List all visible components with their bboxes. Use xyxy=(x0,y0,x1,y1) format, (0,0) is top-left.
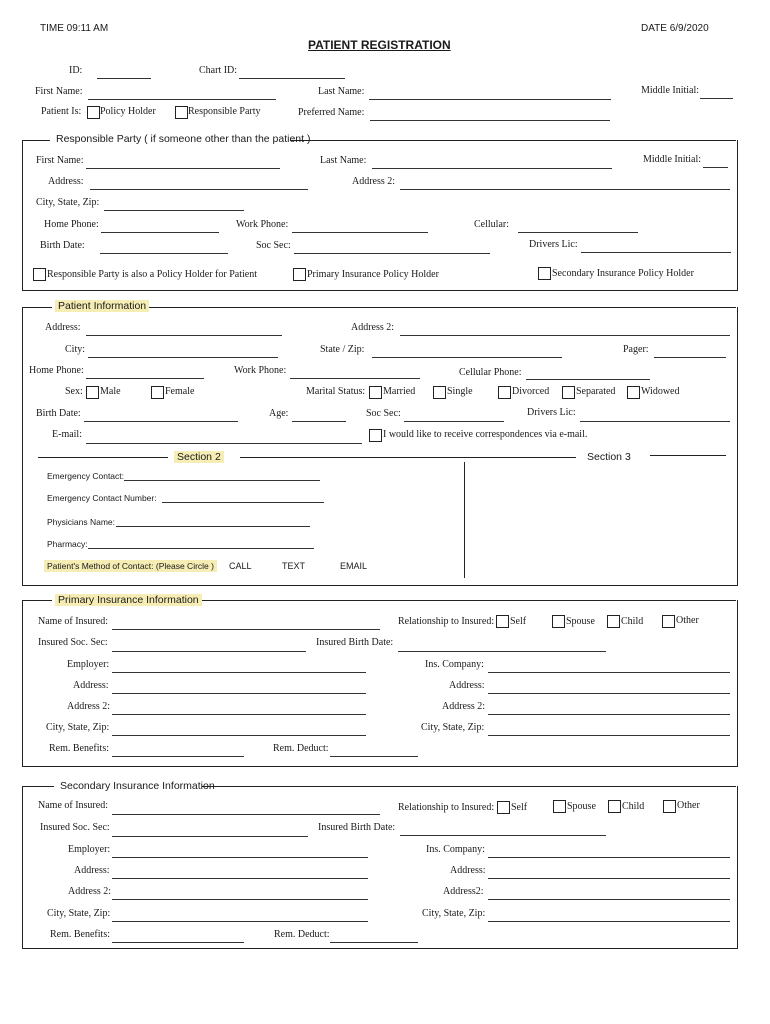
section-border xyxy=(22,140,50,141)
pri-ins-address2-label: Address 2: xyxy=(442,701,486,712)
first-name-field[interactable] xyxy=(88,99,276,100)
pt-address-label: Address: xyxy=(45,322,81,333)
pri-address-label: Address: xyxy=(73,680,109,691)
rp-soc-sec-label: Soc Sec: xyxy=(256,240,291,251)
section-border xyxy=(148,307,736,308)
time-stamp: TIME 09:11 AM xyxy=(40,23,109,34)
pri-rem-benefits-field[interactable] xyxy=(112,756,244,757)
rp-address-field[interactable] xyxy=(90,189,308,190)
section2-heading: Section 2 xyxy=(174,451,224,463)
pri-insured-birth-label: Insured Birth Date: xyxy=(316,637,394,648)
rp-first-name-label: First Name: xyxy=(36,155,84,166)
female-checkbox[interactable] xyxy=(151,386,164,399)
section-border xyxy=(202,786,736,787)
sec-relationship-label: Relationship to Insured: xyxy=(398,802,495,813)
sec-self-label: Self xyxy=(511,802,528,813)
pt-age-field[interactable] xyxy=(292,421,346,422)
sec-rem-deduct-label: Rem. Deduct: xyxy=(274,929,330,940)
secondary-insurance-heading: Secondary Insurance Information xyxy=(60,780,215,792)
pri-relationship-label: Relationship to Insured: xyxy=(398,616,495,627)
rp-last-name-label: Last Name: xyxy=(320,155,367,166)
pt-email-label: E-mail: xyxy=(52,429,82,440)
section2-rule xyxy=(38,457,168,458)
pt-birth-date-label: Birth Date: xyxy=(36,408,81,419)
patient-info-heading: Patient Information xyxy=(55,300,149,312)
secondary-holder-label: Secondary Insurance Policy Holder xyxy=(552,268,694,279)
pt-soc-sec-label: Soc Sec: xyxy=(366,408,401,419)
rp-city-field[interactable] xyxy=(104,210,244,211)
pri-self-checkbox[interactable] xyxy=(496,615,509,628)
sec-city-label: City, State, Zip: xyxy=(47,908,111,919)
last-name-field[interactable] xyxy=(369,99,611,100)
rp-first-name-field[interactable] xyxy=(86,168,280,169)
marital-status-label: Marital Status: xyxy=(306,386,366,397)
pharmacy-field[interactable] xyxy=(88,548,314,549)
pri-spouse-checkbox[interactable] xyxy=(552,615,565,628)
section-border xyxy=(22,307,52,308)
pri-ins-city-label: City, State, Zip: xyxy=(421,722,485,733)
male-label: Male xyxy=(100,386,121,397)
pri-ins-city-field[interactable] xyxy=(488,735,730,736)
pt-address2-field[interactable] xyxy=(400,335,730,336)
pt-sex-label: Sex: xyxy=(65,386,83,397)
last-name-label: Last Name: xyxy=(318,86,365,97)
middle-initial-field[interactable] xyxy=(700,98,733,99)
pri-name-insured-label: Name of Insured: xyxy=(38,616,108,627)
single-label: Single xyxy=(447,386,473,397)
pri-ins-address-label: Address: xyxy=(449,680,485,691)
sec-ins-company-field[interactable] xyxy=(488,857,730,858)
pri-spouse-label: Spouse xyxy=(566,616,595,627)
primary-holder-label: Primary Insurance Policy Holder xyxy=(307,269,439,280)
rp-address2-field[interactable] xyxy=(400,189,730,190)
sec-insured-soc-field[interactable] xyxy=(112,836,308,837)
sec-employer-field[interactable] xyxy=(112,857,368,858)
widowed-label: Widowed xyxy=(641,386,680,397)
rp-home-phone-label: Home Phone: xyxy=(44,219,99,230)
emergency-number-label: Emergency Contact Number: xyxy=(47,493,157,503)
date-stamp: DATE 6/9/2020 xyxy=(641,23,709,34)
sec-ins-address-label: Address: xyxy=(450,865,486,876)
pri-address2-field[interactable] xyxy=(112,714,366,715)
pt-pager-label: Pager: xyxy=(623,344,649,355)
policy-holder-label: Policy Holder xyxy=(100,106,156,117)
widowed-checkbox[interactable] xyxy=(627,386,640,399)
pri-child-checkbox[interactable] xyxy=(607,615,620,628)
male-checkbox[interactable] xyxy=(86,386,99,399)
sec-employer-label: Employer: xyxy=(68,844,111,855)
sec-ins-city-field[interactable] xyxy=(488,921,730,922)
pri-other-label: Other xyxy=(676,615,699,626)
married-label: Married xyxy=(383,386,416,397)
pri-rem-deduct-field[interactable] xyxy=(330,756,418,757)
pri-insured-soc-field[interactable] xyxy=(112,651,306,652)
sec-child-checkbox[interactable] xyxy=(608,800,621,813)
sec-spouse-label: Spouse xyxy=(567,801,596,812)
sec-other-checkbox[interactable] xyxy=(663,800,676,813)
section2-rule xyxy=(240,457,576,458)
pt-state-zip-field[interactable] xyxy=(372,357,562,358)
sec-name-insured-label: Name of Insured: xyxy=(38,800,108,811)
pri-ins-company-field[interactable] xyxy=(488,672,730,673)
pri-insured-birth-field[interactable] xyxy=(398,651,606,652)
sec-rem-benefits-label: Rem. Benefits: xyxy=(50,929,110,940)
rp-cellular-label: Cellular: xyxy=(474,219,509,230)
pt-age-label: Age: xyxy=(269,408,289,419)
contact-text-option[interactable]: TEXT xyxy=(282,561,306,571)
rp-address-label: Address: xyxy=(48,176,84,187)
pt-city-field[interactable] xyxy=(88,357,278,358)
pt-birth-date-field[interactable] xyxy=(84,421,238,422)
policy-holder-checkbox[interactable] xyxy=(87,106,100,119)
rp-address2-label: Address 2: xyxy=(352,176,396,187)
section-divider xyxy=(464,462,465,578)
pri-address-field[interactable] xyxy=(112,693,366,694)
email-consent-label: I would like to receive correspondences via e-mail. xyxy=(383,429,588,440)
divorced-label: Divorced xyxy=(512,386,550,397)
pt-email-field[interactable] xyxy=(86,443,362,444)
sec-ins-company-label: Ins. Company: xyxy=(426,844,485,855)
primary-insurance-heading: Primary Insurance Information xyxy=(55,594,202,606)
primary-holder-checkbox[interactable] xyxy=(293,268,306,281)
rp-home-phone-field[interactable] xyxy=(101,232,219,233)
first-name-label: First Name: xyxy=(35,86,83,97)
section-border xyxy=(22,786,54,787)
also-policy-holder-checkbox[interactable] xyxy=(33,268,46,281)
id-label: ID: xyxy=(69,65,83,76)
sec-rem-deduct-field[interactable] xyxy=(330,942,418,943)
pharmacy-label: Pharmacy: xyxy=(47,539,88,549)
rp-cellular-field[interactable] xyxy=(518,232,638,233)
preferred-name-field[interactable] xyxy=(370,120,610,121)
email-consent-checkbox[interactable] xyxy=(369,429,382,442)
secondary-holder-checkbox[interactable] xyxy=(538,267,551,280)
pt-soc-sec-field[interactable] xyxy=(404,421,504,422)
sec-name-insured-field[interactable] xyxy=(112,814,380,815)
section-border xyxy=(192,600,736,601)
page-title: PATIENT REGISTRATION xyxy=(308,38,451,52)
section-border xyxy=(22,600,52,601)
sec-address-field[interactable] xyxy=(112,878,368,879)
emergency-number-field[interactable] xyxy=(162,502,324,503)
responsible-party-label: Responsible Party xyxy=(188,106,261,117)
pt-drivers-lic-field[interactable] xyxy=(580,421,730,422)
pt-address2-label: Address 2: xyxy=(351,322,395,333)
divorced-checkbox[interactable] xyxy=(498,386,511,399)
sec-address2-label: Address 2: xyxy=(68,886,112,897)
sec-ins-city-label: City, State, Zip: xyxy=(422,908,486,919)
pri-address2-label: Address 2: xyxy=(67,701,111,712)
sec-ins-address2-label: Address2: xyxy=(443,886,484,897)
separated-label: Separated xyxy=(576,386,616,397)
pri-employer-label: Employer: xyxy=(67,659,110,670)
separated-checkbox[interactable] xyxy=(562,386,575,399)
chart-id-field[interactable] xyxy=(239,78,345,79)
responsible-party-heading: Responsible Party ( if someone other than the patient ) xyxy=(56,133,311,145)
section3-rule xyxy=(650,455,726,456)
sec-address-label: Address: xyxy=(74,865,110,876)
sec-ins-address2-field[interactable] xyxy=(488,899,730,900)
sec-insured-soc-label: Insured Soc. Sec: xyxy=(40,822,110,833)
preferred-name-label: Preferred Name: xyxy=(298,107,365,118)
pt-home-phone-label: Home Phone: xyxy=(29,365,84,376)
rp-birth-date-label: Birth Date: xyxy=(40,240,85,251)
pt-work-phone-label: Work Phone: xyxy=(234,365,287,376)
rp-drivers-lic-field[interactable] xyxy=(581,252,731,253)
chart-id-label: Chart ID: xyxy=(199,65,238,76)
emergency-contact-field[interactable] xyxy=(124,480,320,481)
sec-city-field[interactable] xyxy=(112,921,368,922)
rp-soc-sec-field[interactable] xyxy=(294,253,490,254)
pri-name-insured-field[interactable] xyxy=(112,629,380,630)
pri-city-label: City, State, Zip: xyxy=(46,722,110,733)
contact-call-option[interactable]: CALL xyxy=(229,561,252,571)
pri-ins-company-label: Ins. Company: xyxy=(425,659,484,670)
rp-middle-initial-field[interactable] xyxy=(703,167,728,168)
pri-self-label: Self xyxy=(510,616,527,627)
pri-other-checkbox[interactable] xyxy=(662,615,675,628)
sec-child-label: Child xyxy=(622,801,645,812)
middle-initial-label: Middle Initial: xyxy=(641,85,700,96)
section3-heading: Section 3 xyxy=(587,451,631,463)
pri-insured-soc-label: Insured Soc. Sec: xyxy=(38,637,108,648)
sec-address2-field[interactable] xyxy=(112,899,368,900)
pt-state-zip-label: State / Zip: xyxy=(320,344,365,355)
contact-email-option[interactable]: EMAIL xyxy=(340,561,368,571)
rp-work-phone-label: Work Phone: xyxy=(236,219,289,230)
pt-cellular-label: Cellular Phone: xyxy=(459,367,522,378)
pt-home-phone-field[interactable] xyxy=(86,378,204,379)
sec-rem-benefits-field[interactable] xyxy=(112,942,244,943)
rp-city-label: City, State, Zip: xyxy=(36,197,100,208)
pt-pager-field[interactable] xyxy=(654,357,726,358)
pri-ins-address2-field[interactable] xyxy=(488,714,730,715)
pri-rem-benefits-label: Rem. Benefits: xyxy=(49,743,109,754)
sec-self-checkbox[interactable] xyxy=(497,801,510,814)
physicians-name-label: Physicians Name: xyxy=(47,517,116,527)
pri-ins-address-field[interactable] xyxy=(488,693,730,694)
rp-middle-initial-label: Middle Initial: xyxy=(643,154,702,165)
single-checkbox[interactable] xyxy=(433,386,446,399)
sec-insured-birth-field[interactable] xyxy=(400,835,606,836)
sec-ins-address-field[interactable] xyxy=(488,878,730,879)
pt-city-label: City: xyxy=(65,344,86,355)
emergency-contact-label: Emergency Contact: xyxy=(47,471,125,481)
sec-other-label: Other xyxy=(677,800,700,811)
female-label: Female xyxy=(165,386,195,397)
married-checkbox[interactable] xyxy=(369,386,382,399)
rp-last-name-field[interactable] xyxy=(372,168,612,169)
pri-employer-field[interactable] xyxy=(112,672,366,673)
responsible-party-checkbox[interactable] xyxy=(175,106,188,119)
pri-rem-deduct-label: Rem. Deduct: xyxy=(273,743,329,754)
sec-spouse-checkbox[interactable] xyxy=(553,800,566,813)
pri-city-field[interactable] xyxy=(112,735,366,736)
rp-drivers-lic-label: Drivers Lic: xyxy=(529,239,578,250)
method-of-contact-label: Patient's Method of Contact: (Please Circle ) xyxy=(44,560,217,572)
pt-cellular-field[interactable] xyxy=(526,379,650,380)
sec-insured-birth-label: Insured Birth Date: xyxy=(318,822,396,833)
rp-birth-date-field[interactable] xyxy=(100,253,228,254)
id-field[interactable] xyxy=(97,78,151,79)
patient-is-label: Patient Is: xyxy=(41,106,82,117)
pt-work-phone-field[interactable] xyxy=(290,378,420,379)
pt-address-field[interactable] xyxy=(86,335,282,336)
pri-child-label: Child xyxy=(621,616,644,627)
pt-drivers-lic-label: Drivers Lic: xyxy=(527,407,576,418)
section-border xyxy=(290,140,736,141)
also-policy-holder-label: Responsible Party is also a Policy Holder for Patient xyxy=(47,269,257,280)
physicians-name-field[interactable] xyxy=(116,526,310,527)
rp-work-phone-field[interactable] xyxy=(292,232,428,233)
